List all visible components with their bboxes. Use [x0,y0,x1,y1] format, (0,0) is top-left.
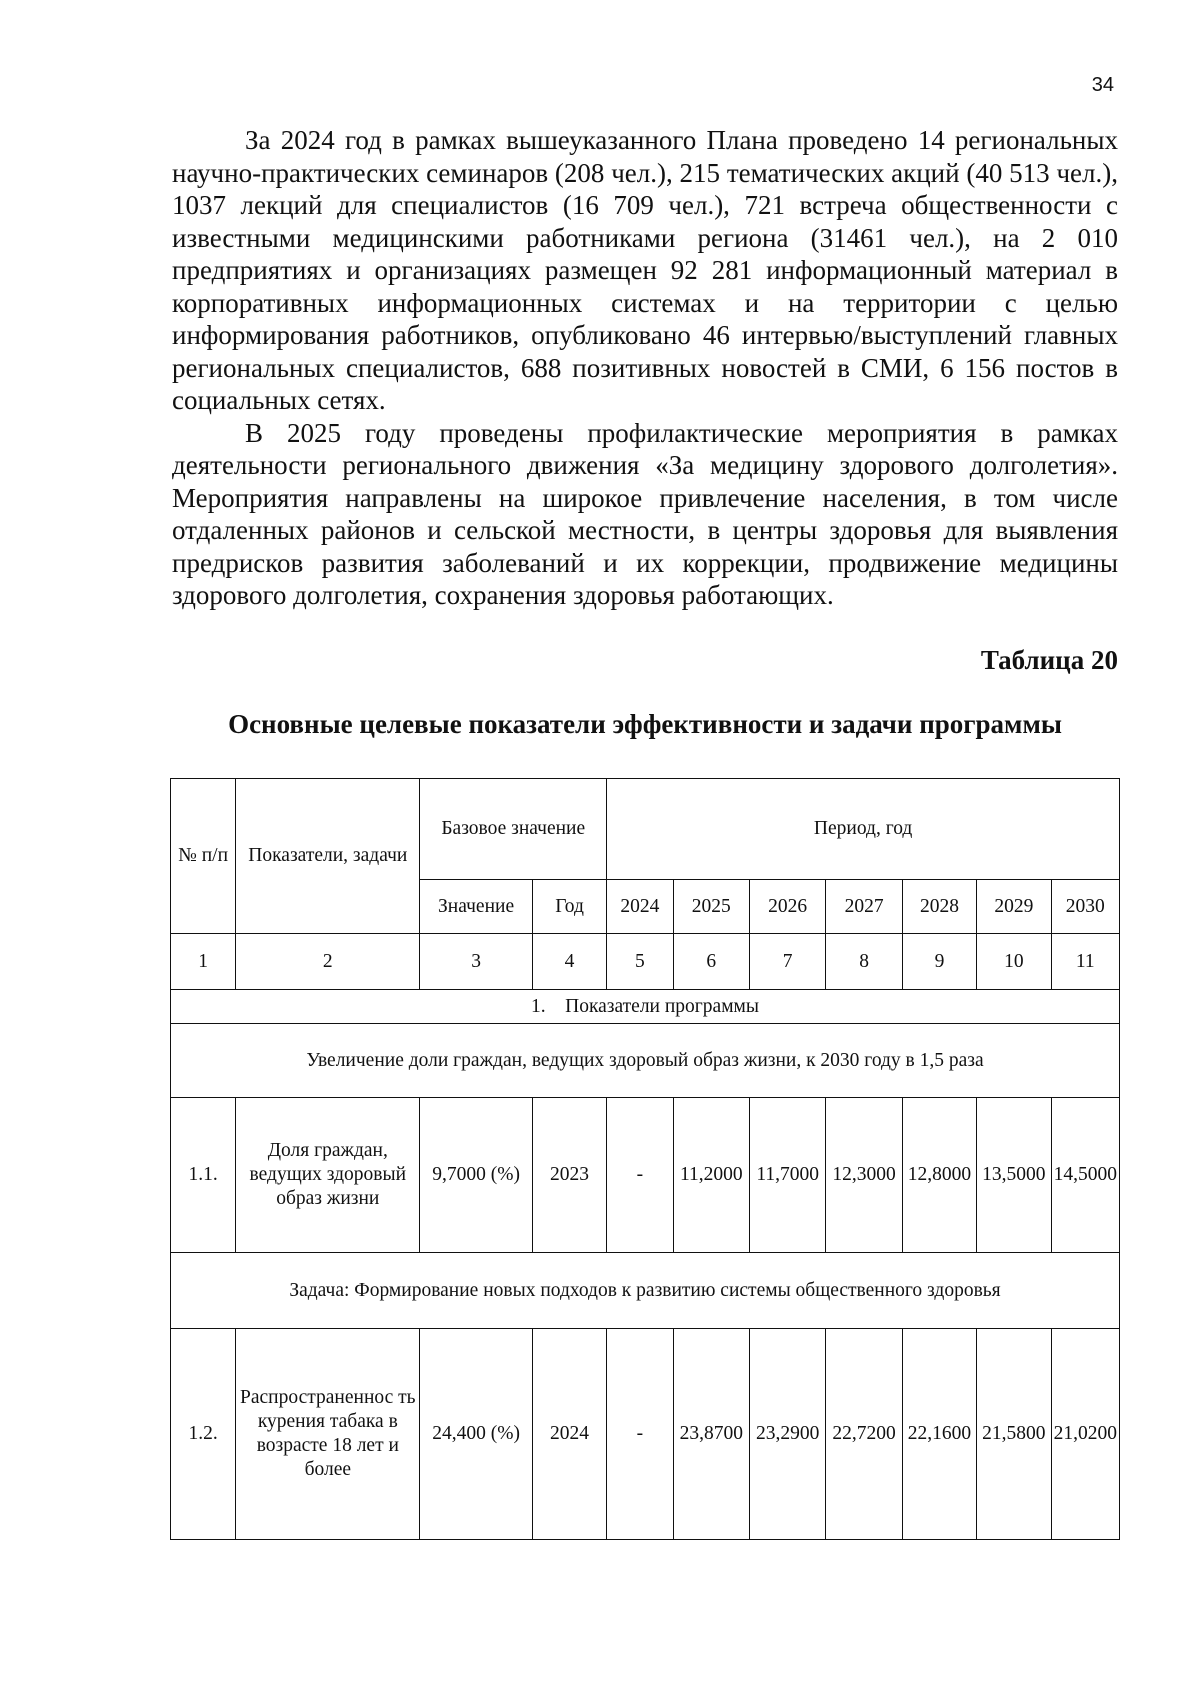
header-year-2026: 2026 [749,880,825,934]
row-indicator: Доля граждан, ведущих здоровый образ жизни [236,1098,420,1253]
paragraph-2: В 2025 году проведены профилактические мероприятия в рамках деятельности регионального движения «За медицину здорового долголетия». Мероприятия направлены на широкое привлечение населения, в том числе отдаленных районов и сельской местности, в центры здоровья для выявления предрисков развития заболеваний и их коррекции, продвижение медицины здорового долголетия, сохранения здоровья работающих. [172,417,1118,610]
column-number: 4 [532,934,606,990]
row-value-2029: 13,5000 [977,1098,1051,1253]
header-period: Период, год [607,779,1120,880]
row-value-2025: 23,8700 [673,1329,749,1540]
row-value-2027: 12,3000 [826,1098,902,1253]
row-base-value: 24,400 (%) [420,1329,533,1540]
header-year-2025: 2025 [673,880,749,934]
row-num: 1.2. [171,1329,236,1540]
goal-text: Увеличение доли граждан, ведущих здоровый образ жизни, к 2030 году в 1,5 раза [171,1024,1120,1098]
row-indicator: Распространеннос ть курения табака в возрасте 18 лет и более [236,1329,420,1540]
row-value-2030: 14,5000 [1051,1098,1119,1253]
column-number: 9 [902,934,976,990]
section-title: 1. Показатели программы [171,990,1120,1024]
header-year-2030: 2030 [1051,880,1119,934]
header-base-value: Базовое значение [420,779,607,880]
header-year-2029: 2029 [977,880,1051,934]
row-num: 1.1. [171,1098,236,1253]
row-base-year: 2023 [532,1098,606,1253]
header-num: № п/п [171,779,236,934]
column-number: 10 [977,934,1051,990]
row-value-2026: 11,7000 [749,1098,825,1253]
header-indicators: Показатели, задачи [236,779,420,934]
row-value-2024: - [607,1098,673,1253]
row-base-value: 9,7000 (%) [420,1098,533,1253]
row-value-2028: 12,8000 [902,1098,976,1253]
column-number: 6 [673,934,749,990]
row-value-2030: 21,0200 [1051,1329,1119,1540]
header-value: Значение [420,880,533,934]
indicators-table [170,778,1120,1540]
page-number: 34 [1091,74,1114,96]
table-label: Таблица 20 [980,645,1118,675]
column-number: 3 [420,934,533,990]
column-number: 7 [749,934,825,990]
column-number: 1 [171,934,236,990]
column-number: 11 [1051,934,1119,990]
column-number: 5 [607,934,673,990]
column-number: 8 [826,934,902,990]
row-value-2026: 23,2900 [749,1329,825,1540]
table-title: Основные целевые показатели эффективности и задачи программы [228,709,1062,739]
row-value-2024: - [607,1329,673,1540]
row-value-2028: 22,1600 [902,1329,976,1540]
body-text [172,124,1118,612]
row-base-year: 2024 [532,1329,606,1540]
row-value-2027: 22,7200 [826,1329,902,1540]
header-year-2027: 2027 [826,880,902,934]
row-value-2025: 11,2000 [673,1098,749,1253]
header-year: Год [532,880,606,934]
task-text: Задача: Формирование новых подходов к развитию системы общественного здоровья [171,1253,1120,1329]
header-year-2028: 2028 [902,880,976,934]
header-year-2024: 2024 [607,880,673,934]
column-number: 2 [236,934,420,990]
paragraph-1: За 2024 год в рамках вышеуказанного Плана проведено 14 региональных научно-практических семинаров (208 чел.), 215 тематических акций (40 513 чел.), 1037 лекций для специалистов (16 709 чел.), 721 встреча общественности с известными медицинскими работниками региона (31461 чел.), на 2 010 предприятиях и организациях размещен 92 281 информационный материал в корпоративных информационных системах и на территории с целью информирования работников, опубликовано 46 интервью/выступлений главных региональных специалистов, 688 позитивных новостей в СМИ, 6 156 постов в социальных сетях. [172,125,1118,415]
row-value-2029: 21,5800 [977,1329,1051,1540]
